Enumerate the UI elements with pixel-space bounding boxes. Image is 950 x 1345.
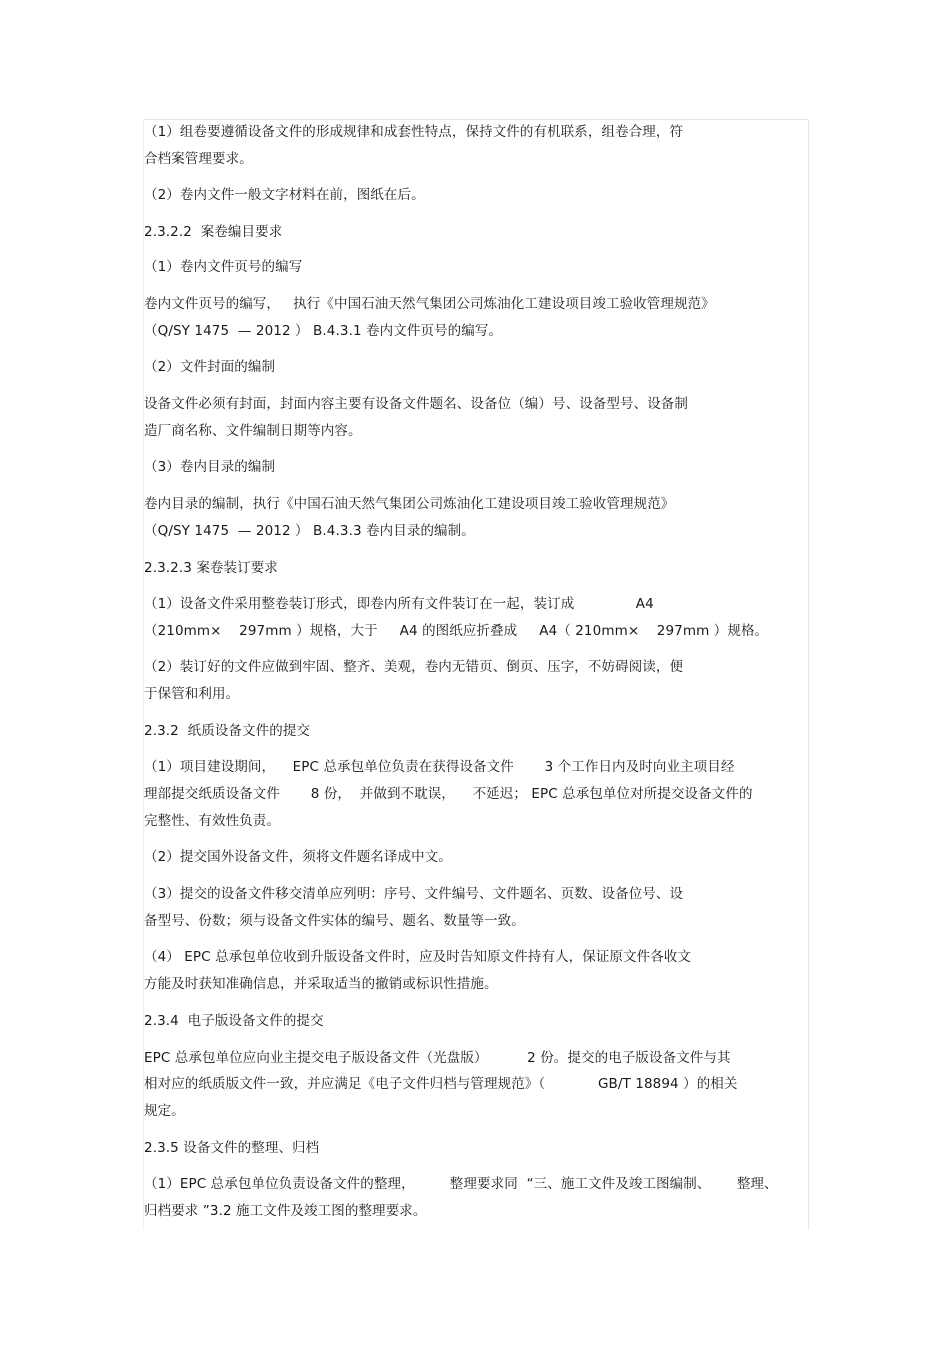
section-heading: 2.3.5 设备文件的整理、归档 [144, 1140, 320, 1156]
text-line: 规定。 [144, 1103, 185, 1119]
text-line: （Q/SY 1475 — 2012 ） B.4.3.1 卷内文件页号的编写。 [144, 323, 503, 339]
section-heading: 2.3.2.3 案卷装订要求 [144, 560, 278, 576]
text-line: 造厂商名称、文件编制日期等内容。 [144, 423, 362, 439]
section-heading: 2.3.2 纸质设备文件的提交 [144, 723, 311, 739]
text-line: （1）EPC 总承包单位负责设备文件的整理， 整理要求同 “三、施工文件及竣工图编制、 整理、 [144, 1176, 778, 1192]
text-line: 方能及时获知准确信息，并采取适当的撤销或标识性措施。 [144, 976, 498, 992]
text-line: 相对应的纸质版文件一致，并应满足《电子文件归档与管理规范》（ GB/T 18894 ）的相关 [144, 1076, 738, 1092]
text-line: 于保管和利用。 [144, 686, 240, 702]
text-line: 理部提交纸质设备文件 8 份， 并做到不耽误， 不延迟； EPC 总承包单位对所提交设备文件的 [144, 786, 753, 802]
text-line: （2）提交国外设备文件，须将文件题名译成中文。 [144, 849, 452, 865]
text-line: （3）提交的设备文件移交清单应列明：序号、文件编号、文件题名、页数、设备位号、设 [144, 886, 684, 902]
text-line: （2）卷内文件一般文字材料在前，图纸在后。 [144, 187, 425, 203]
section-heading: 2.3.2.2 案卷编目要求 [144, 224, 283, 240]
text-line: （Q/SY 1475 — 2012 ） B.4.3.3 卷内目录的编制。 [144, 523, 475, 539]
text-line: 卷内文件页号的编写， 执行《中国石油天然气集团公司炼油化工建设项目竣工验收管理规范》 [144, 296, 715, 312]
text-line: 卷内目录的编制，执行《中国石油天然气集团公司炼油化工建设项目竣工验收管理规范》 [144, 496, 675, 512]
text-line: 合档案管理要求。 [144, 151, 253, 167]
text-line: 设备文件必须有封面，封面内容主要有设备文件题名、设备位（编）号、设备型号、设备制 [144, 396, 688, 412]
text-line: （1）设备文件采用整卷装订形式，即卷内所有文件装订在一起，装订成 A4 [144, 596, 654, 612]
text-line: （4） EPC 总承包单位收到升版设备文件时，应及时告知原文件持有人，保证原文件各收文 [144, 949, 692, 965]
text-line: （2）装订好的文件应做到牢固、整齐、美观，卷内无错页、倒页、压字，不妨碍阅读，便 [144, 659, 684, 675]
text-line: 备型号、份数；须与设备文件实体的编号、题名、数量等一致。 [144, 913, 525, 929]
text-line: （3）卷内目录的编制 [144, 459, 276, 475]
text-line: EPC 总承包单位应向业主提交电子版设备文件（光盘版） 2 份。提交的电子版设备文件与其 [144, 1050, 731, 1066]
section-heading: 2.3.4 电子版设备文件的提交 [144, 1013, 324, 1029]
text-line: （1）卷内文件页号的编写 [144, 259, 303, 275]
text-line: 归档要求 ”3.2 施工文件及竣工图的整理要求。 [144, 1203, 427, 1219]
text-line: 完整性、有效性负责。 [144, 813, 280, 829]
text-line: （2）文件封面的编制 [144, 359, 276, 375]
text-line: （210mm× 297mm ）规格，大于 A4 的图纸应折叠成 A4（ 210mm× 297mm ）规格。 [144, 623, 769, 639]
text-line: （1）项目建设期间， EPC 总承包单位负责在获得设备文件 3 个工作日内及时向业主项目经 [144, 759, 735, 775]
text-line: （1）组卷要遵循设备文件的形成规律和成套性特点，保持文件的有机联系，组卷合理，符 [144, 124, 684, 140]
